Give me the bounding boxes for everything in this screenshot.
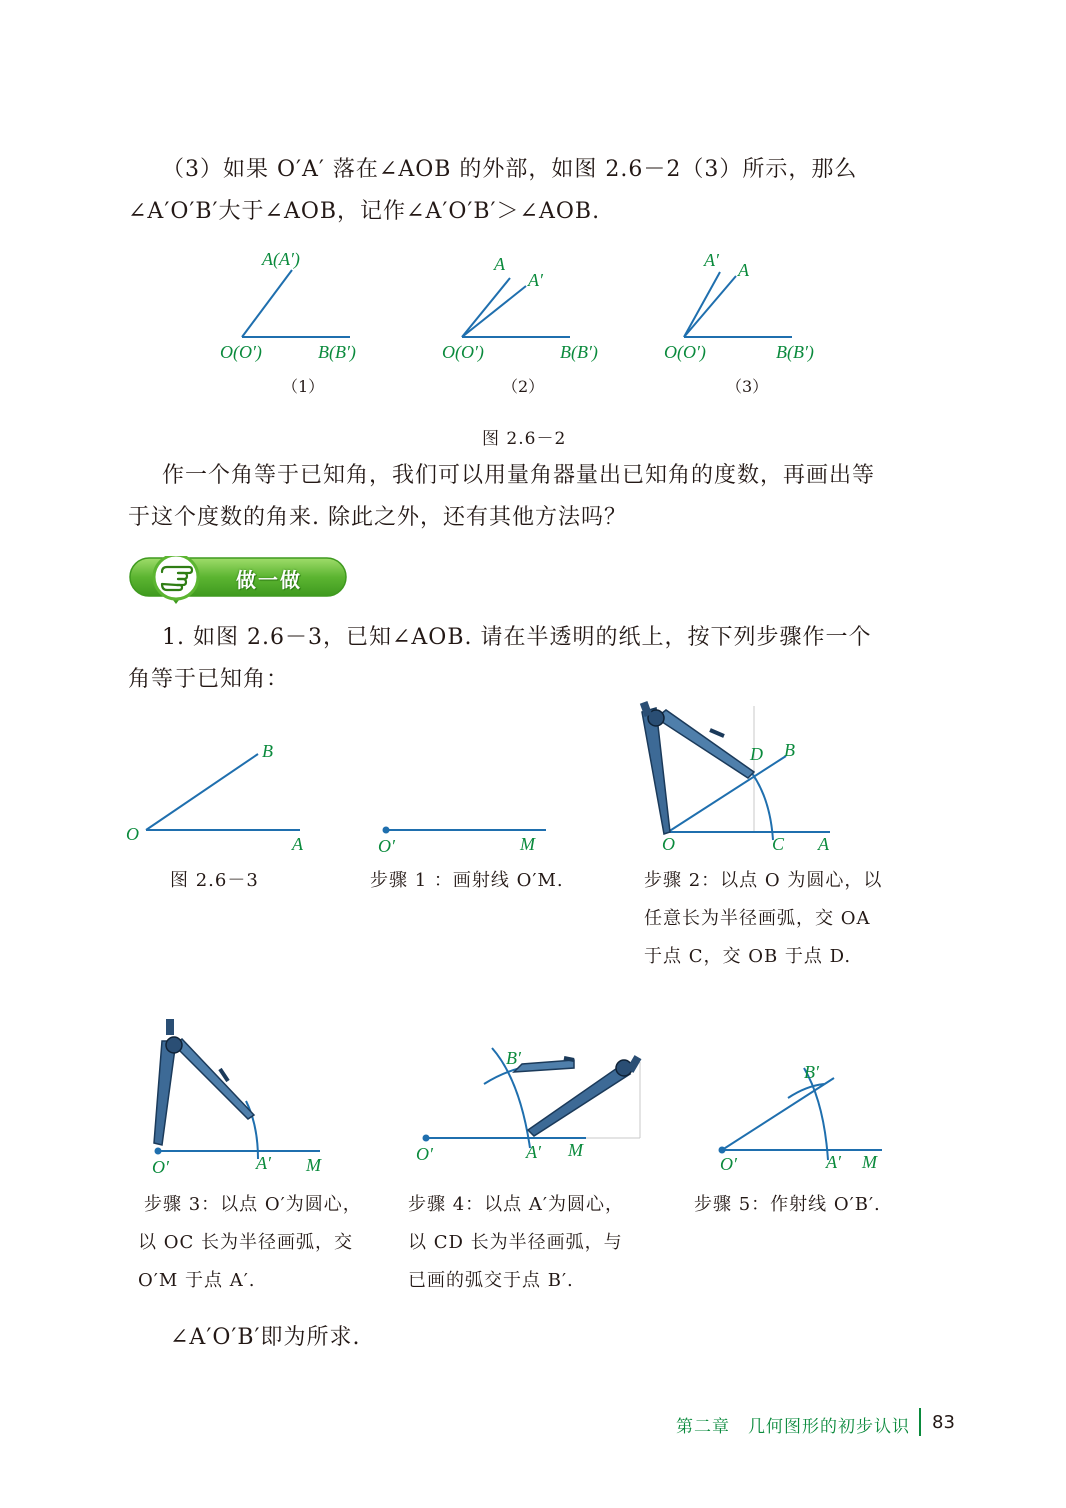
step3-compass-icon [154,1019,254,1145]
fig2-label-a: A [494,254,505,274]
step5-figure [700,1050,900,1180]
fig2-ray-oa-prime [462,286,526,337]
step3-figure [130,1015,350,1180]
step1-label-o: O′ [378,836,395,856]
fig1-label-o: O(O′) [220,342,262,362]
step3-point-o [155,1148,162,1155]
step4-line-1: 步骤 4：以点 A′为圆心， [408,1194,624,1215]
figure-2-6-3 [120,730,320,860]
step2-label-a: A [818,834,829,854]
step3-line-1: 步骤 3：以点 O′为圆心， [144,1194,362,1215]
fig3-ray-oa [684,276,736,337]
step5-label-a: A′ [826,1152,841,1172]
step4-compass-icon [514,1055,641,1136]
activity-badge-label: 做一做 [236,568,302,592]
footer-chapter: 第二章 [676,1417,730,1437]
fig3-label-b: B(B′) [776,342,814,362]
fig1-ray-oa [242,270,292,337]
step5-label-o: O′ [720,1154,737,1174]
fig2-label-a-prime: A′ [528,270,543,290]
paragraph-3-line-1: 1. 如图 2.6－3，已知∠AOB. 请在半透明的纸上，按下列步骤作一个 [162,625,872,650]
step4-line-3: 已画的弧交于点 B′. [408,1270,574,1291]
footer-title: 几何图形的初步认识 [748,1417,910,1437]
fig1-label-a: A(A′) [262,249,300,269]
footer-divider [919,1408,921,1436]
step2-line-2: 任意长为半径画弧，交 OA [644,908,871,929]
fig1-number: （1） [282,377,325,396]
step3-line-2: 以 OC 长为半径画弧，交 [138,1232,353,1253]
paragraph-3-line-2: 角等于已知角： [128,667,290,692]
step1-figure [370,810,560,860]
step5-label-m: M [862,1152,877,1172]
step2-label-c: C [772,834,785,854]
step2-line-1: 步骤 2：以点 O 为圆心，以 [644,870,883,891]
fig3-label-o: O(O′) [664,342,706,362]
fig3-ray-oa-prime [684,272,720,337]
step2-ray-ob [668,756,786,832]
fig3-label-a-prime: A′ [704,250,719,270]
activity-badge [128,556,348,598]
fig263-label-o: O [126,824,139,844]
step5-line-1: 步骤 5：作射线 O′B′. [694,1194,881,1215]
conclusion: ∠A′O′B′即为所求. [170,1325,361,1350]
fig3-label-a: A [738,260,749,280]
step1-label-m: M [520,834,535,854]
paragraph-2-line-1: 作一个角等于已知角，我们可以用量角器量出已知角的度数，再画出等 [162,463,876,488]
step5-point-o [719,1147,726,1154]
step3-line-3: O′M 于点 A′. [138,1270,256,1291]
step3-label-o: O′ [152,1157,169,1177]
fig263-label-a: A [292,834,303,854]
step4-line-2: 以 CD 长为半径画弧，与 [408,1232,623,1253]
step4-label-m: M [568,1140,583,1160]
step2-label-d: D [750,744,763,764]
page-number: 83 [932,1412,955,1433]
fig2-label-b: B(B′) [560,342,598,362]
fig263-ray-ob [146,754,258,830]
step5-ray-ob [722,1078,834,1150]
step3-label-m: M [306,1155,321,1175]
step2-label-o: O [662,834,675,854]
fig1-label-b: B(B′) [318,342,356,362]
step1-point-o [383,827,390,834]
paragraph-1-line-2: ∠A′O′B′大于∠AOB，记作∠A′O′B′＞∠AOB. [128,199,601,224]
step2-label-b: B [784,740,795,760]
step1-text: 步骤 1 ：画射线 O′M. [370,870,564,891]
step4-figure [410,1040,650,1170]
step3-label-a: A′ [256,1153,271,1173]
fig2-label-o: O(O′) [442,342,484,362]
step2-line-3: 于点 C，交 OB 于点 D. [644,946,852,967]
fig3-number: （3） [726,377,769,396]
fig263-label-b: B [262,741,273,761]
figure-2-6-2-caption: 图 2.6－2 [482,429,567,449]
fig2-ray-oa [462,278,510,337]
paragraph-1-line-1: （3）如果 O′A′ 落在∠AOB 的外部，如图 2.6－2（3）所示，那么 [162,157,858,182]
fig2-number: （2） [502,377,545,396]
figure-2-6-3-caption: 图 2.6－3 [170,870,259,891]
pointing-hand-icon [158,562,194,592]
step4-label-o: O′ [416,1144,433,1164]
step4-label-a: A′ [526,1142,541,1162]
step2-figure [630,700,850,860]
figure-2-6-2 [200,240,860,400]
step4-label-b: B′ [506,1048,521,1068]
paragraph-2-line-2: 于这个度数的角来. 除此之外，还有其他方法吗？ [128,505,627,530]
step4-point-o [423,1135,430,1142]
step5-label-b: B′ [804,1062,819,1082]
